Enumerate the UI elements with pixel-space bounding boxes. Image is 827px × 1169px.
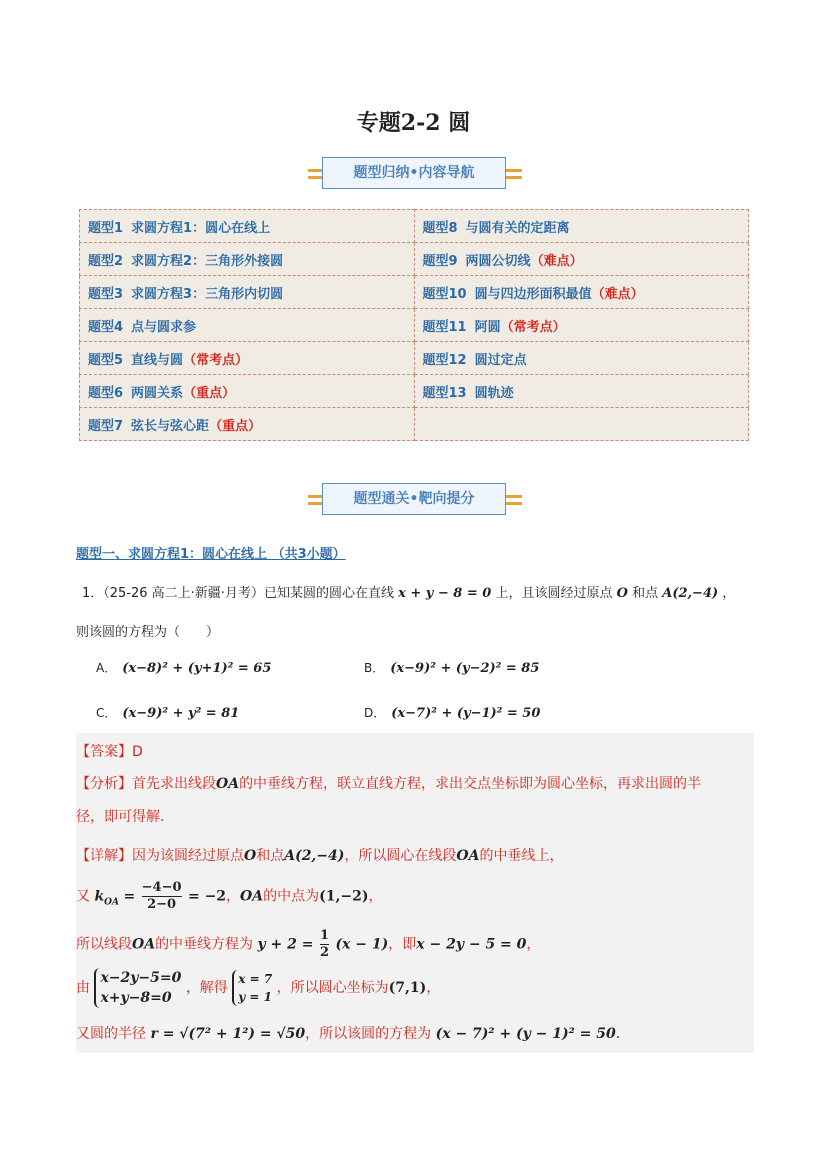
toc-item-number: 题型12 <box>422 352 467 368</box>
toc-item-tag: （常考点） <box>500 319 566 335</box>
question-line-2: 则该圆的方程为（ ） <box>76 625 220 640</box>
slope-result: = −2 <box>187 888 227 905</box>
radius-line <box>76 1023 620 1043</box>
option-a[interactable] <box>96 659 271 676</box>
toc-item-number: 题型13 <box>422 385 467 401</box>
option-expr: (x−9)² + y² = 81 <box>122 706 240 721</box>
final-equation: (x − 7)² + (y − 1)² = 50 <box>435 1026 616 1042</box>
question-comma: ， <box>722 586 736 601</box>
option-expr: (x−8)² + (y+1)² = 65 <box>122 661 272 676</box>
section-heading: 题型一、求圆方程1：圆心在线上 （共3小题） <box>76 547 346 562</box>
system-text: ，所以圆心坐标为 <box>276 980 389 996</box>
slope-subscript: OA <box>104 897 119 908</box>
option-b[interactable] <box>364 659 539 676</box>
radius-text: ，所以该圆的方程为 <box>305 1026 432 1042</box>
detail-text: 和点 <box>256 848 285 864</box>
toc-item[interactable] <box>414 342 749 375</box>
toc-item-name: 圆与四边形面积最值 <box>474 286 592 302</box>
toc-item-number: 题型2 <box>88 253 124 269</box>
slope-symbol: k <box>94 888 105 905</box>
fraction-denominator: 2 <box>319 945 329 960</box>
question-and: 和点 <box>632 586 659 601</box>
slope-eq: = <box>123 888 136 905</box>
nav-banner <box>314 157 516 191</box>
toc-row <box>80 342 749 375</box>
toc-item-tag: （常考点） <box>183 352 249 368</box>
circle-center: (7,1) <box>388 980 427 996</box>
toc-item-name: 圆轨迹 <box>474 385 514 401</box>
option-label: D． <box>364 706 386 720</box>
perp-equation-simplified: x − 2y − 5 = 0 <box>416 936 527 953</box>
toc-item[interactable] <box>414 375 749 408</box>
solution-y: y = 1 <box>238 990 272 1004</box>
option-label: B． <box>364 661 385 675</box>
detail-line <box>76 845 563 865</box>
toc-item-name: 阿圆 <box>474 319 501 335</box>
toc-item-number: 题型11 <box>422 319 467 335</box>
toc-item-number: 题型4 <box>88 319 124 335</box>
page-title: 专题2-2 圆 <box>356 110 471 136</box>
perp-text: 的中垂线方程为 <box>155 936 254 953</box>
analysis-label: 【分析】 <box>76 776 132 792</box>
slope-text: ， <box>226 888 241 905</box>
toc-item-number: 题型7 <box>88 418 124 434</box>
segment-oa: OA <box>132 936 156 953</box>
perp-equation: (x − 1) <box>335 936 389 953</box>
toc-table <box>79 209 749 441</box>
toc-item[interactable] <box>80 408 415 441</box>
option-d[interactable] <box>364 704 540 721</box>
toc-row <box>80 309 749 342</box>
system-solution <box>232 970 272 1006</box>
analysis-text: 的中垂线方程，联立直线方程，求出交点坐标即为圆心坐标，再求出圆的半 <box>239 776 702 792</box>
question-line-1 <box>82 582 735 601</box>
slope-denominator: 2−0 <box>147 897 177 912</box>
banner-deco-right <box>506 495 522 505</box>
toc-item[interactable] <box>80 210 415 243</box>
toc-item[interactable] <box>80 309 415 342</box>
toc-row <box>80 276 749 309</box>
practice-banner <box>314 483 516 517</box>
radius-equation: r = √(7² + 1²) = √50 <box>150 1026 306 1042</box>
point-o: O <box>616 586 628 601</box>
toc-item[interactable] <box>414 243 749 276</box>
perp-text: 所以线段 <box>76 936 132 953</box>
toc-item-name: 求圆方程3：三角形内切圆 <box>131 286 284 302</box>
question-mid: 上，且该圆经过原点 <box>495 586 613 601</box>
midpoint: (1,−2) <box>319 888 369 905</box>
slope-text: 又 <box>76 888 90 905</box>
perp-text: ，即 <box>388 936 417 953</box>
solution-x: x = 7 <box>238 972 273 986</box>
detail-label: 【详解】 <box>76 848 132 864</box>
slope-numerator: −4−0 <box>141 880 182 895</box>
toc-row <box>80 408 749 441</box>
analysis-line-2: 径，即可得解. <box>76 809 165 825</box>
option-expr: (x−9)² + (y−2)² = 85 <box>390 661 540 676</box>
toc-item-name: 直线与圆 <box>131 352 184 368</box>
system-text: ， <box>426 980 441 996</box>
toc-item-name: 两圆公切线 <box>465 253 531 269</box>
question-prefix: 1．（25-26 高二上·新疆·月考）已知某圆的圆心在直线 <box>82 586 394 601</box>
detail-text: 因为该圆经过原点 <box>132 848 244 864</box>
toc-item-number: 题型3 <box>88 286 124 302</box>
analysis-line <box>76 773 701 793</box>
segment-oa: OA <box>456 848 480 864</box>
slope-text: 的中点为 <box>263 888 320 905</box>
point-o: O <box>244 848 257 864</box>
toc-item-name: 两圆关系 <box>131 385 184 401</box>
perp-text: ， <box>526 936 541 953</box>
toc-item[interactable] <box>80 342 415 375</box>
point-a: A(2,−4) <box>284 848 345 864</box>
analysis-text: 首先求出线段 <box>132 776 216 792</box>
toc-item-name: 与圆有关的定距离 <box>465 220 570 236</box>
system-text: 由 <box>76 980 90 996</box>
toc-row <box>80 375 749 408</box>
toc-item-number: 题型1 <box>88 220 124 236</box>
option-label: A． <box>96 661 117 675</box>
toc-item[interactable] <box>80 243 415 276</box>
segment-oa: OA <box>240 888 264 905</box>
toc-item-number: 题型5 <box>88 352 124 368</box>
toc-item[interactable] <box>414 309 749 342</box>
slope-fraction <box>142 880 182 913</box>
half-fraction <box>320 928 329 961</box>
toc-item-tag: （重点） <box>183 385 236 401</box>
fraction-numerator: 1 <box>319 928 329 943</box>
toc-item-number: 题型10 <box>422 286 467 302</box>
slope-line <box>76 880 382 913</box>
toc-row <box>80 243 749 276</box>
option-label: C． <box>96 706 117 720</box>
toc-item-name: 圆过定点 <box>474 352 527 368</box>
system-eq-2: x+y−8=0 <box>100 990 172 1006</box>
toc-item-name: 点与圆求参 <box>131 319 197 335</box>
toc-item[interactable] <box>414 276 749 309</box>
detail-text: ，所以圆心在线段 <box>344 848 457 864</box>
answer-label: 【答案】 <box>76 744 132 760</box>
toc-item-name: 弦长与弦心距 <box>131 418 210 434</box>
option-expr: (x−7)² + (y−1)² = 50 <box>391 706 541 721</box>
toc-item-tag: （难点） <box>530 253 583 269</box>
toc-item-tag: （难点） <box>591 286 644 302</box>
perp-equation: y + 2 = <box>257 936 314 953</box>
toc-item[interactable] <box>414 210 749 243</box>
option-c[interactable] <box>96 704 239 721</box>
toc-row <box>80 210 749 243</box>
point-a: A(2,−4) <box>662 586 719 601</box>
radius-text: . <box>615 1026 621 1042</box>
banner-deco-right <box>506 169 522 179</box>
slope-text: ， <box>368 888 383 905</box>
line-equation: x + y − 8 = 0 <box>398 586 492 601</box>
toc-item-name: 求圆方程2：三角形外接圆 <box>131 253 284 269</box>
system-line <box>76 968 440 1008</box>
segment-oa: OA <box>216 776 240 792</box>
practice-banner-label: 题型通关•靶向提分 <box>322 483 506 515</box>
system-eq-1: x−2y−5=0 <box>100 970 182 986</box>
toc-item-tag: （重点） <box>209 418 262 434</box>
toc-item-number: 题型9 <box>422 253 458 269</box>
system-text: ，解得 <box>185 980 228 996</box>
perpendicular-line <box>76 928 540 961</box>
toc-cell <box>414 408 749 441</box>
toc-item-number: 题型8 <box>422 220 458 236</box>
nav-banner-label: 题型归纳•内容导航 <box>322 157 506 189</box>
toc-item-number: 题型6 <box>88 385 124 401</box>
radius-text: 又圆的半径 <box>76 1026 146 1042</box>
answer-line <box>76 741 143 761</box>
equation-system <box>94 968 181 1008</box>
toc-item[interactable] <box>80 276 415 309</box>
answer-value: D <box>132 744 143 760</box>
toc-item[interactable] <box>80 375 415 408</box>
detail-text: 的中垂线上， <box>479 848 564 864</box>
toc-item-name: 求圆方程1：圆心在线上 <box>131 220 271 236</box>
